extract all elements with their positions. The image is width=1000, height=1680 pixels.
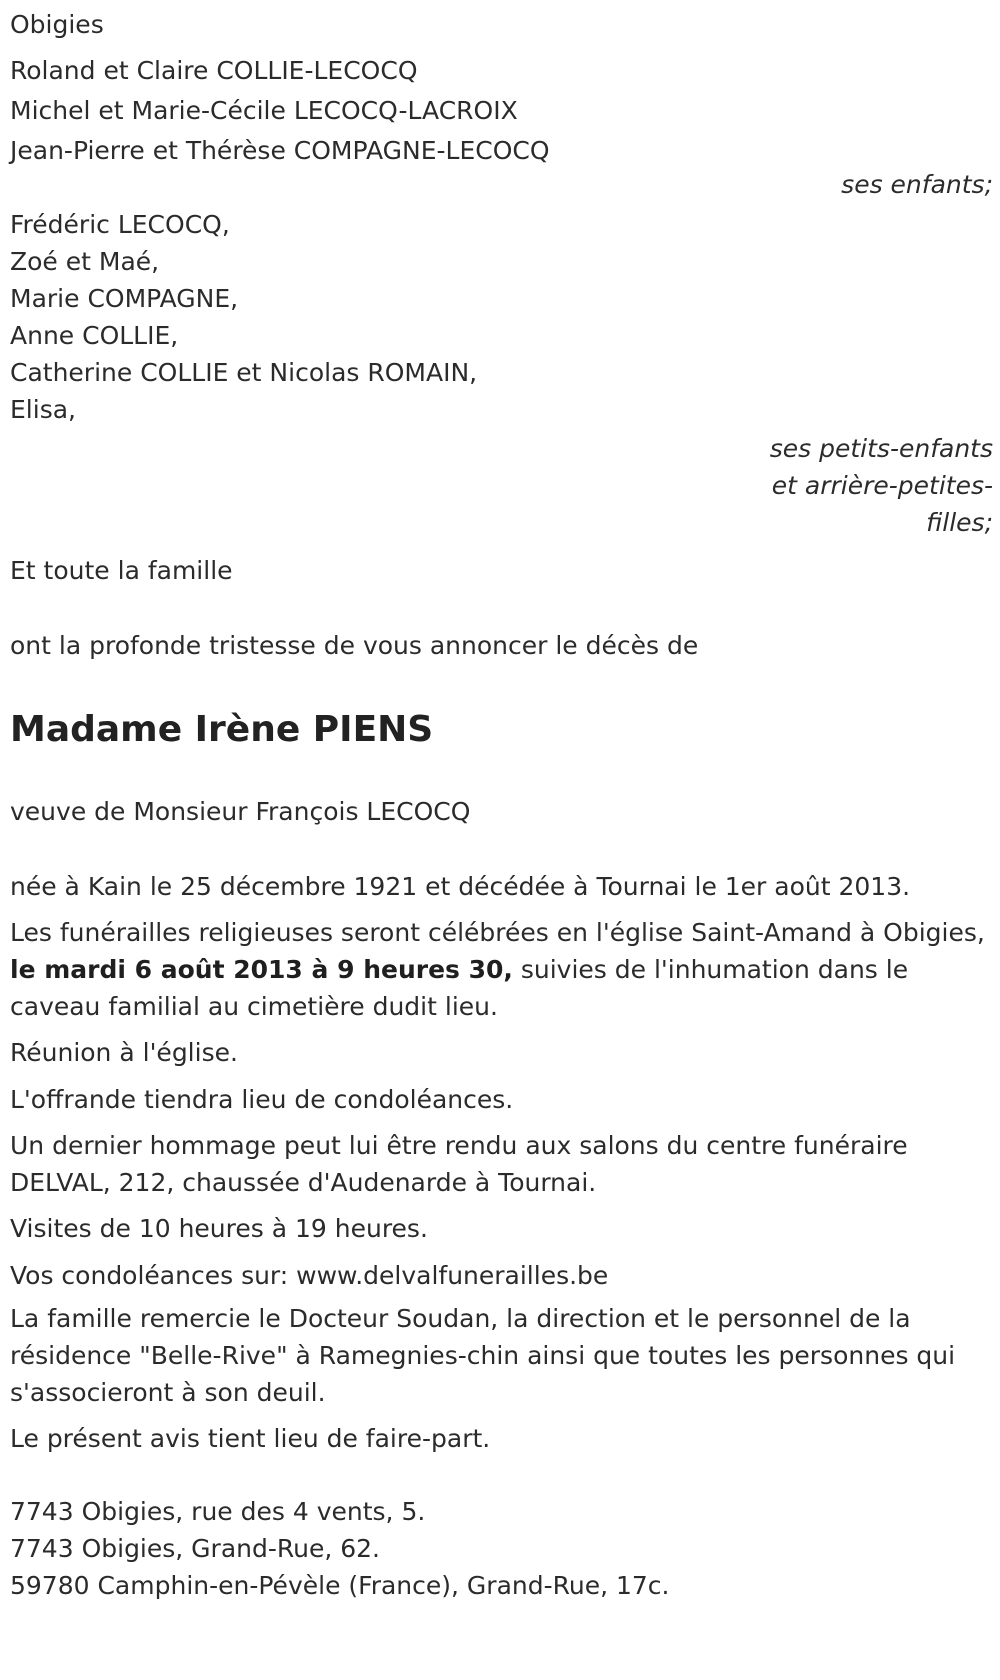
child-name: Roland et Claire COLLIE-LECOCQ — [10, 56, 418, 85]
widow-of: veuve de Monsieur François LECOCQ — [10, 797, 471, 826]
birth-death-dates: née à Kain le 25 décembre 1921 et décédée à Tournai le 1er août 2013. — [10, 872, 911, 901]
meeting-note: Réunion à l'église. — [10, 1038, 238, 1067]
grandchild-name: Zoé et Maé, — [10, 247, 160, 276]
family-line: Et toute la famille — [10, 556, 233, 585]
grandchildren-role-line: ses petits-enfants — [769, 434, 993, 463]
deceased-name: Madame Irène PIENS — [10, 709, 434, 750]
children-list — [10, 51, 993, 203]
addresses — [10, 1493, 990, 1604]
funeral-text-before: Les funérailles religieuses seront célébrées en l'église Saint-Amand à Obigies, — [10, 918, 985, 947]
address-line: 59780 Camphin-en-Pévèle (France), Grand-Rue, 17c. — [10, 1571, 670, 1600]
notice-note: Le présent avis tient lieu de faire-part. — [10, 1424, 491, 1453]
funeral-text-after: suivies de l'inhumation dans le caveau familial au cimetière dudit lieu. — [10, 955, 909, 1021]
grandchild-name: Elisa, — [10, 395, 76, 424]
condolences-link[interactable]: Vos condoléances sur: www.delvalfunerailles.be — [10, 1261, 609, 1290]
address-line: 7743 Obigies, Grand-Rue, 62. — [10, 1534, 381, 1563]
children-role: ses enfants; — [841, 170, 993, 199]
address-line: 7743 Obigies, rue des 4 vents, 5. — [10, 1497, 426, 1526]
funeral-date-time: le mardi 6 août 2013 à 9 heures 30, — [10, 955, 513, 984]
grandchildren-list — [10, 205, 993, 541]
grandchild-name: Anne COLLIE, — [10, 321, 179, 350]
child-name: Michel et Marie-Cécile LECOCQ-LACROIX — [10, 96, 518, 125]
offering-note: L'offrande tiendra lieu de condoléances. — [10, 1085, 514, 1114]
grandchild-name: Frédéric LECOCQ, — [10, 210, 230, 239]
announcement: ont la profonde tristesse de vous annoncer le décès de — [10, 631, 699, 660]
grandchild-name: Catherine COLLIE et Nicolas ROMAIN, — [10, 358, 478, 387]
funeral-paragraph — [10, 914, 990, 1025]
child-name: Jean-Pierre et Thérèse COMPAGNE-LECOCQ — [10, 136, 550, 165]
grandchildren-role-line: et arrière-petites- — [771, 471, 993, 500]
header-place: Obigies — [10, 10, 104, 39]
grandchild-name: Marie COMPAGNE, — [10, 284, 239, 313]
grandchildren-role-line: filles; — [926, 508, 993, 537]
visits-note: Visites de 10 heures à 19 heures. — [10, 1214, 428, 1243]
tribute-note: Un dernier hommage peut lui être rendu aux salons du centre funéraire DELVAL, 212, chaussée d'Audenarde à Tournai. — [10, 1131, 908, 1197]
thanks-note: La famille remercie le Docteur Soudan, la direction et le personnel de la résidence "Belle-Rive" à Ramegnies-chin ainsi que toutes les personnes qui s'associeront à son deuil. — [10, 1304, 956, 1407]
